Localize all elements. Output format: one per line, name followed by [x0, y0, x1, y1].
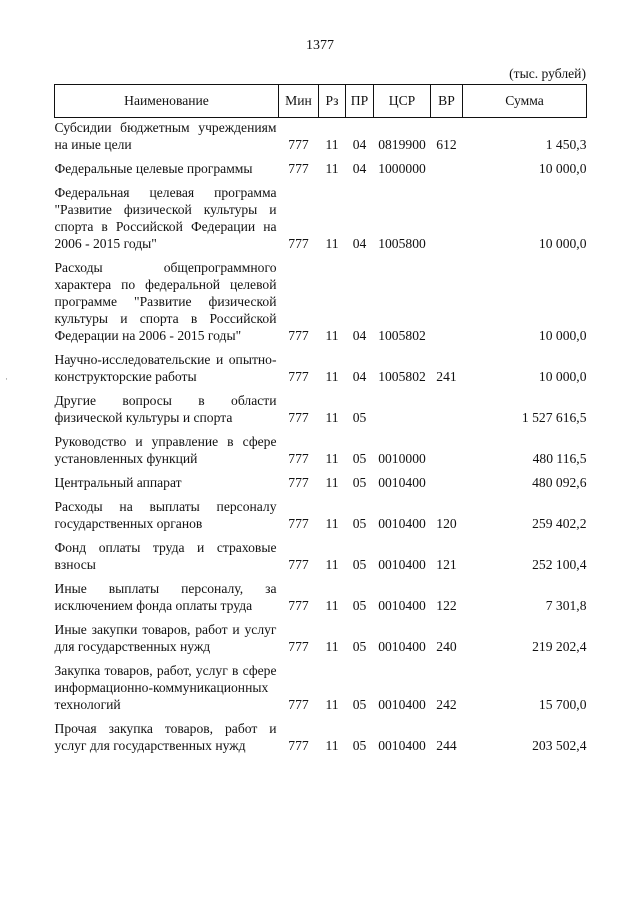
- row-vr: 122: [436, 598, 457, 613]
- row-sum: 252 100,4: [532, 557, 587, 572]
- table-row: [55, 655, 587, 713]
- table-row: [55, 491, 587, 532]
- margin-mark: ·: [5, 374, 8, 384]
- table-row: [55, 118, 587, 154]
- row-vr: [431, 426, 463, 467]
- row-name: Федеральная целевая программа "Развитие физической культуры и спорта в Российской Федерации на 2006 - 2015 годы": [54, 185, 277, 251]
- table-row: [55, 614, 587, 655]
- row-min: 777: [288, 328, 309, 343]
- header-rz: Рз: [319, 85, 346, 118]
- row-rz: 11: [325, 328, 339, 343]
- header-vr: ВР: [431, 85, 463, 118]
- row-pr: 05: [352, 557, 367, 572]
- table-row: [55, 713, 587, 754]
- row-min: 777: [288, 475, 309, 490]
- row-name: Руководство и управление в сфере установленных функций: [54, 434, 277, 466]
- row-csr: 1005800: [378, 236, 426, 251]
- row-pr: 04: [352, 161, 367, 176]
- row-min: 777: [288, 410, 309, 425]
- row-csr: 0010400: [378, 516, 426, 531]
- row-pr: 04: [352, 369, 367, 384]
- row-sum: 480 092,6: [532, 475, 587, 490]
- row-csr: 0010400: [378, 639, 426, 654]
- row-rz: 11: [325, 475, 339, 490]
- row-csr: 1005802: [378, 328, 426, 343]
- row-csr: 1005802: [378, 369, 426, 384]
- row-name: Фонд оплаты труда и страховые взносы: [54, 540, 277, 572]
- row-sum: 10 000,0: [538, 161, 587, 176]
- table-row: [55, 344, 587, 385]
- table-row: [55, 177, 587, 252]
- header-pr: ПР: [346, 85, 374, 118]
- row-csr: [374, 385, 431, 426]
- units-label: (тыс. рублей): [509, 66, 586, 81]
- row-sum: 15 700,0: [538, 697, 587, 712]
- row-min: 777: [288, 137, 309, 152]
- row-rz: 11: [325, 639, 339, 654]
- row-rz: 11: [325, 516, 339, 531]
- row-rz: 11: [325, 369, 339, 384]
- row-rz: 11: [325, 557, 339, 572]
- row-pr: 05: [352, 598, 367, 613]
- row-min: 777: [288, 161, 309, 176]
- row-vr: [431, 467, 463, 491]
- row-rz: 11: [325, 697, 339, 712]
- row-name: Центральный аппарат: [54, 475, 182, 490]
- row-vr: 120: [436, 516, 457, 531]
- row-min: 777: [288, 236, 309, 251]
- row-min: 777: [288, 557, 309, 572]
- row-sum: 480 116,5: [532, 451, 587, 466]
- row-vr: 244: [436, 738, 457, 753]
- budget-table: [54, 84, 587, 754]
- row-min: 777: [288, 516, 309, 531]
- row-csr: 1000000: [378, 161, 426, 176]
- row-csr: 0819900: [378, 137, 426, 152]
- row-pr: 05: [352, 516, 367, 531]
- header-sum: Сумма: [463, 85, 587, 118]
- row-sum: 10 000,0: [538, 236, 587, 251]
- row-sum: 10 000,0: [538, 328, 587, 343]
- row-vr: 121: [436, 557, 457, 572]
- row-vr: [431, 385, 463, 426]
- table-row: [55, 426, 587, 467]
- table-row: [55, 573, 587, 614]
- row-name: Научно-исследовательские и опытно-конструкторские работы: [54, 352, 277, 384]
- row-rz: 11: [325, 161, 339, 176]
- row-sum: 203 502,4: [532, 738, 587, 753]
- row-csr: 0010400: [378, 598, 426, 613]
- row-pr: 05: [352, 475, 367, 490]
- row-sum: 1 450,3: [545, 137, 587, 152]
- row-name: Иные закупки товаров, работ и услуг для государственных нужд: [54, 622, 277, 654]
- row-pr: 05: [352, 639, 367, 654]
- row-pr: 05: [352, 451, 367, 466]
- row-name: Прочая закупка товаров, работ и услуг для государственных нужд: [54, 721, 277, 753]
- row-pr: 04: [352, 236, 367, 251]
- row-vr: [431, 177, 463, 252]
- row-sum: 7 301,8: [545, 598, 587, 613]
- page-number: 1377: [306, 38, 334, 53]
- row-csr: 0010400: [378, 475, 426, 490]
- row-sum: 10 000,0: [538, 369, 587, 384]
- row-rz: 11: [325, 137, 339, 152]
- header-min: Мин: [279, 85, 319, 118]
- table-row: [55, 252, 587, 344]
- row-min: 777: [288, 369, 309, 384]
- row-min: 777: [288, 639, 309, 654]
- row-min: 777: [288, 738, 309, 753]
- row-sum: 1 527 616,5: [521, 410, 587, 425]
- row-min: 777: [288, 697, 309, 712]
- row-name: Федеральные целевые программы: [54, 161, 253, 176]
- table-header: [55, 85, 587, 118]
- row-sum: 219 202,4: [532, 639, 587, 654]
- row-rz: 11: [325, 451, 339, 466]
- row-sum: 259 402,2: [532, 516, 587, 531]
- row-name: Расходы на выплаты персоналу государственных органов: [54, 499, 277, 531]
- table-body: [55, 118, 587, 755]
- row-name: Иные выплаты персоналу, за исключением фонда оплаты труда: [54, 581, 277, 613]
- row-rz: 11: [325, 410, 339, 425]
- row-pr: 05: [352, 738, 367, 753]
- row-vr: 241: [436, 369, 457, 384]
- row-pr: 05: [352, 697, 367, 712]
- row-csr: 0010400: [378, 557, 426, 572]
- row-min: 777: [288, 451, 309, 466]
- row-csr: 0010400: [378, 697, 426, 712]
- row-min: 777: [288, 598, 309, 613]
- header-csr: ЦСР: [374, 85, 431, 118]
- row-pr: 05: [352, 410, 367, 425]
- row-rz: 11: [325, 236, 339, 251]
- row-pr: 04: [352, 137, 367, 152]
- row-vr: [431, 153, 463, 177]
- table-row: [55, 532, 587, 573]
- row-csr: 0010000: [378, 451, 426, 466]
- row-name: Другие вопросы в области физической культуры и спорта: [54, 393, 277, 425]
- row-vr: 240: [436, 639, 457, 654]
- row-vr: 242: [436, 697, 457, 712]
- row-rz: 11: [325, 598, 339, 613]
- table-row: [55, 153, 587, 177]
- table-row: [55, 385, 587, 426]
- header-name: Наименование: [55, 85, 279, 118]
- row-name: Субсидии бюджетным учреждениям на иные цели: [54, 120, 277, 152]
- row-csr: 0010400: [378, 738, 426, 753]
- row-name: Расходы общепрограммного характера по федеральной целевой программе "Развитие физической культуры и спорта в Российской Федерации на 2006 - 2015 годы": [54, 260, 277, 343]
- table-row: [55, 467, 587, 491]
- row-name: Закупка товаров, работ, услуг в сфере информационно-коммуникационных технологий: [54, 663, 277, 712]
- row-vr: [431, 252, 463, 344]
- row-rz: 11: [325, 738, 339, 753]
- row-vr: 612: [436, 137, 457, 152]
- row-pr: 04: [352, 328, 367, 343]
